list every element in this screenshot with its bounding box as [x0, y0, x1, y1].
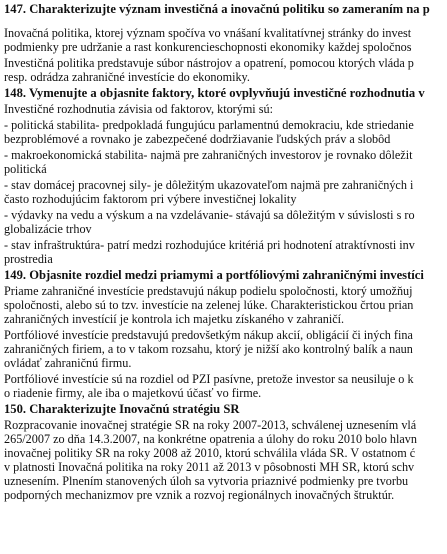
paragraph-line: prostredia: [4, 252, 53, 266]
paragraph-line: Inovačná politika, ktorej význam spočíva vo vnášaní kvalitatívnej stránky do invest: [4, 26, 412, 40]
section-heading: 147. Charakterizujte význam investičná a inovačnú politiku so zameraním na p: [4, 2, 430, 16]
paragraph-line: zahraničných firiem, a to v takom rozsahu, ktorý je nižší ako kontrolný balík a naun: [4, 342, 413, 356]
paragraph-line: bezproblémové a rovnako je zabezpečené dodržiavanie ľudských práv a slobôd: [4, 132, 391, 146]
section-heading: 150. Charakterizujte Inovačnú stratégiu SR: [4, 402, 240, 416]
paragraph-line: Investičné rozhodnutia závisia od faktorov, ktorými sú:: [4, 102, 273, 116]
paragraph-line: o riadenie firmy, ale iba o majetkovú účasť vo firme.: [4, 386, 262, 400]
paragraph-line: inovačnej politiky SR na roky 2008 až 2010, ktorú schválila vláda SR. V ostatnom ć: [4, 446, 416, 460]
paragraph-line: - stav domácej pracovnej sily- je dôležitým ukazovateľom najmä pre zahraničných i: [4, 178, 414, 192]
paragraph-line: v platnosti Inovačná politika na roky 2011 až 2013 v pôsobnosti MH SR, ktorú schv: [4, 460, 415, 474]
paragraph-line: spoločnosti, alebo sú to tzv. investície na zelenej lúke. Charakteristickou črtou prian: [4, 298, 414, 312]
paragraph-line: uznesením. Plnením stanovených úloh sa vytvoria priaznivé podmienky pre tvorbu: [4, 474, 409, 488]
paragraph-line: podporných mechanizmov pre vznik a rozvoj regionálnych inovačných štruktúr.: [4, 488, 395, 502]
paragraph-line: globalizácie trhov: [4, 222, 92, 236]
paragraph-line: - makroekonomická stabilita- najmä pre zahraničných investorov je rovnako dôležit: [4, 148, 413, 162]
paragraph-line: 265/2007 zo dňa 14.3.2007, na konkrétne opatrenia a úlohy do roku 2010 bolo hlavn: [4, 432, 417, 446]
paragraph-line: Rozpracovanie inovačnej stratégie SR na roky 2007-2013, schválenej uznesením vlá: [4, 418, 417, 432]
section-heading: 148. Vymenujte a objasnite faktory, ktoré ovplyvňujú investičné rozhodnutia v: [4, 86, 425, 100]
paragraph-line: - stav infraštruktúra- patrí medzi rozhodujúce kritériá pri hodnotení atraktívnosti inv: [4, 238, 415, 252]
paragraph-line: politická: [4, 162, 47, 176]
paragraph-line: Portfóliové investície sú na rozdiel od PZI pasívne, pretože investor sa neusiluje o k: [4, 372, 414, 386]
paragraph-line: Priame zahraničné investície predstavujú nákup podielu spoločnosti, ktorý umožňuj: [4, 284, 413, 298]
paragraph-line: často rozhodujúcim faktorom pri výbere investičnej lokality: [4, 192, 297, 206]
paragraph-line: - politická stabilita- predpokladá fungujúcu parlamentnú demokraciu, kde striedanie: [4, 118, 414, 132]
paragraph-line: podmienky pre udržanie a rast konkurencieschopnosti ekonomiky každej spoločnos: [4, 40, 412, 54]
paragraph-line: Investičná politika predstavuje súbor nástrojov a opatrení, pomocou ktorých vláda p: [4, 56, 414, 70]
paragraph-line: zahraničných investícií je kontrola ich majetku získaného v zahraničí.: [4, 312, 345, 326]
paragraph-line: ovládať zahraničnú firmu.: [4, 356, 132, 370]
paragraph-line: resp. odrádza zahraničné investície do ekonomiky.: [4, 70, 250, 84]
paragraph-line: Portfóliové investície predstavujú predovšetkým nákup akcií, obligácií či iných fina: [4, 328, 413, 342]
paragraph-line: - výdavky na vedu a výskum a na vzdelávanie- stávajú sa dôležitým v súvislosti s ro: [4, 208, 415, 222]
section-heading: 149. Objasnite rozdiel medzi priamymi a portfóliovými zahraničnými investíci: [4, 268, 424, 282]
